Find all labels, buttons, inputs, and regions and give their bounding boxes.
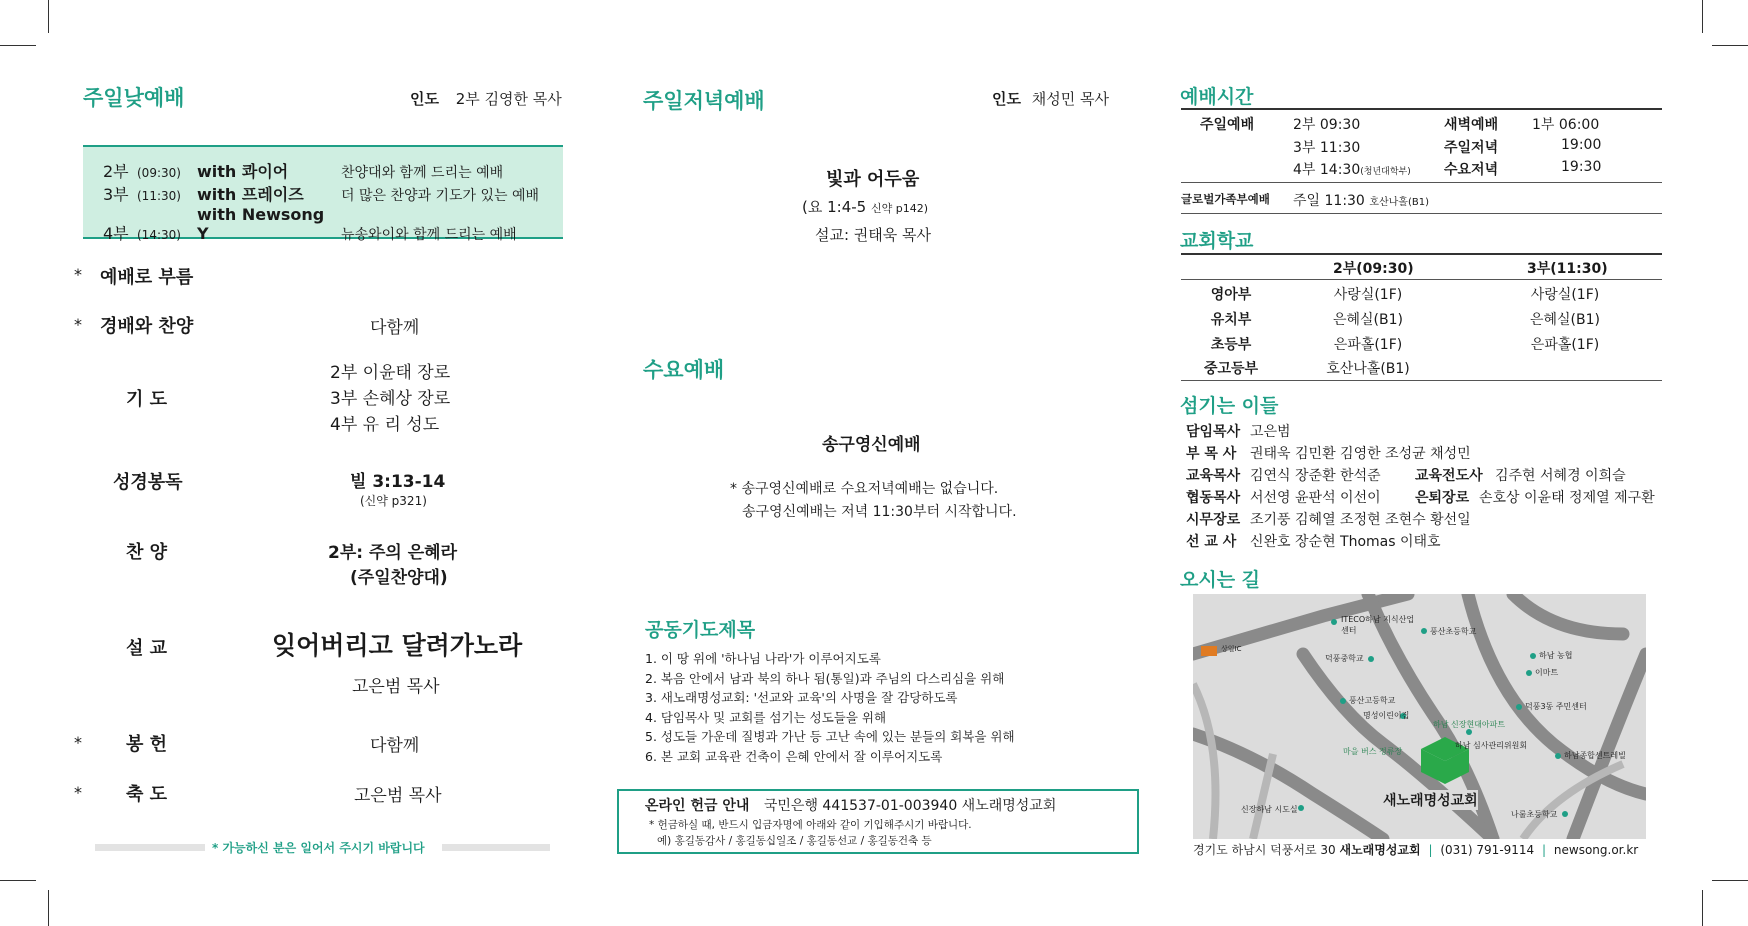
service-part: 3부: [103, 185, 129, 204]
map-label: 마을 버스 정류장: [1343, 747, 1403, 756]
evening-leader: [992, 88, 1109, 109]
crop-mark: [1702, 0, 1703, 33]
prayer-item: 3. 새노래명성교회: '선교와 교육'의 사명을 잘 감당하도록: [645, 690, 958, 705]
sunday-time: 3부 11:30: [1293, 140, 1361, 156]
sun-eve-label: 주일저녁: [1444, 140, 1499, 156]
footnote-bar: [95, 844, 205, 851]
leader-value: 2부 김영한 목사: [455, 90, 562, 108]
separator: |: [1428, 843, 1433, 857]
map-label: 이마트: [1535, 668, 1559, 677]
crop-mark: [0, 880, 36, 881]
staff-role: 은퇴장로: [1415, 490, 1470, 506]
sermon-preacher: 고은범 목사: [352, 677, 440, 697]
prayer-title: 공동기도제목: [645, 619, 756, 641]
evening-preacher: 설교: 권태욱 목사: [815, 226, 932, 244]
prayer-item: 2. 복음 안에서 남과 북의 하나 됨(통일)과 주님의 다스리심을 위해: [645, 670, 1005, 686]
service-row: [103, 159, 503, 182]
scripture-page: 신약 p142): [871, 202, 929, 215]
offering-box: [617, 789, 1139, 854]
staff-row: [1186, 487, 1655, 507]
service-with: with Newsong Y: [197, 205, 325, 243]
order-praise: 경배와 찬양: [100, 316, 194, 337]
map-label: 덕풍3동 주민센터: [1525, 702, 1587, 711]
wed-value: 19:30: [1561, 159, 1602, 175]
church-name: 새노래명성교회: [1339, 843, 1421, 857]
evening-title: 주일저녁예배: [643, 89, 765, 113]
staff-role: 교육목사: [1186, 468, 1241, 484]
prayer-line: 3부 손혜상 장로: [330, 389, 451, 409]
staff-role: 시무장로: [1186, 512, 1241, 528]
rule: [1181, 253, 1662, 255]
order-offering: 봉 헌: [126, 734, 168, 755]
staff-row: [1186, 443, 1471, 463]
map-church-label: 새노래명성교회: [1383, 790, 1478, 810]
wednesday-note: * 송구영신예배로 수요저녁예배는 없습니다.: [730, 481, 999, 497]
service-part: 4부: [103, 224, 129, 243]
school-room: 사랑실(1F): [1333, 287, 1403, 303]
footnote-bar: [442, 844, 550, 851]
staff-names: 손호상 이윤태 정제열 제구환: [1479, 490, 1655, 506]
order-blessing: 축 도: [126, 784, 168, 805]
school-dept: 초등부: [1210, 337, 1252, 353]
map-label: 신장하남 시도실: [1241, 805, 1298, 814]
map-label: 상일IC: [1221, 645, 1242, 653]
wed-label: 수요저녁: [1444, 162, 1499, 178]
dawn-value: 1부 06:00: [1532, 117, 1600, 133]
evening-sermon-title: 빛과 어두움: [826, 169, 920, 190]
global-label: 글로벌가족부예배: [1181, 192, 1270, 206]
school-header: 3부(11:30): [1527, 261, 1608, 277]
rule: [1181, 182, 1662, 183]
sun-eve-value: 19:00: [1561, 137, 1602, 153]
scripture-value: 빌 3:13-14: [350, 472, 446, 492]
location-map[interactable]: [1193, 594, 1646, 839]
school-header: 2부(09:30): [1333, 261, 1414, 277]
service-times-box: [83, 145, 563, 243]
map-label: 풍산초등학교: [1430, 627, 1477, 636]
address-line: [1193, 841, 1638, 858]
service-part: 2부: [103, 162, 129, 181]
leader-label: 인도: [992, 90, 1021, 108]
service-desc: 찬양대와 함께 드리는 예배: [341, 165, 504, 181]
offering-value: 다함께: [370, 736, 420, 756]
order-call: 예배로 부름: [100, 267, 194, 288]
stand-star: *: [74, 265, 82, 284]
map-label: ITECO하남 지식산업센터: [1341, 615, 1415, 635]
leader-label: 인도: [410, 90, 439, 108]
school-room: 사랑실(1F): [1530, 287, 1600, 303]
stand-star: *: [74, 315, 82, 334]
dawn-label: 새벽예배: [1444, 117, 1499, 133]
sunday-service-title: 주일낮예배: [83, 86, 185, 110]
school-room: 은파홀(1F): [1333, 337, 1403, 353]
staff-row: [1186, 421, 1291, 441]
map-label: 덕풍중학교: [1325, 654, 1364, 663]
hymn-value: 2부: 주의 은혜라: [328, 543, 457, 563]
scripture-ref: (요 1:4-5: [802, 198, 867, 216]
crop-mark: [0, 45, 36, 46]
sunday-leader: [410, 88, 562, 109]
staff-title: 섬기는 이들: [1180, 395, 1279, 417]
rule: [1181, 279, 1662, 280]
staff-row: [1186, 509, 1471, 529]
sunday-time-note: (청년대학부): [1360, 167, 1411, 177]
staff-row: [1186, 465, 1626, 485]
prayer-item: 6. 본 교회 교육관 건축이 은혜 안에서 잘 이루어지도록: [645, 748, 943, 764]
stand-star: *: [74, 733, 82, 752]
service-desc: 더 많은 찬양과 기도가 있는 예배: [341, 188, 540, 204]
sunday-time: [1293, 159, 1411, 179]
blessing-value: 고은범 목사: [354, 786, 442, 806]
school-dept: 유치부: [1210, 312, 1252, 328]
phone: (031) 791-9114: [1440, 843, 1535, 857]
offering-example: 예) 홍길동감사 / 홍길동십일조 / 홍길동선교 / 홍길동건축 등: [657, 835, 932, 847]
map-label: 하남 심사관리위원회: [1455, 741, 1528, 750]
school-room: 은혜실(B1): [1529, 312, 1600, 328]
staff-role: 교육전도사: [1415, 468, 1483, 484]
offering-label: 온라인 헌금 안내: [645, 798, 750, 814]
crop-mark: [1712, 880, 1748, 881]
map-label: 하남 농협: [1539, 651, 1573, 660]
school-dept: 중고등부: [1203, 361, 1259, 377]
crop-mark: [1712, 45, 1748, 46]
order-hymn: 찬 양: [126, 542, 168, 563]
map-label: 명성이린이집: [1363, 711, 1410, 720]
service-row: [103, 205, 517, 244]
staff-names: 조기풍 김혜열 조정현 조현수 황선일: [1250, 512, 1471, 528]
sermon-title: 잊어버리고 달려가노라: [272, 631, 523, 660]
scripture-page: (신약 p321): [360, 494, 427, 508]
service-time: (11:30): [137, 189, 181, 203]
school-room: 은파홀(1F): [1530, 337, 1600, 353]
global-place: 호산나홀(B1): [1369, 197, 1429, 208]
order-prayer: 기 도: [126, 389, 168, 410]
staff-names: 김연식 장준환 한석준: [1250, 468, 1381, 484]
footnote: * 가능하신 분은 일어서 주시기 바랍니다: [212, 841, 425, 855]
map-label: 나룰초등학교: [1511, 810, 1558, 819]
wednesday-note: 송구영신예배는 저녁 11:30부터 시작합니다.: [742, 504, 1017, 520]
rule: [1181, 108, 1662, 110]
hymn-sub: (주일찬양대): [350, 568, 448, 588]
order-sermon: 설 교: [126, 638, 168, 659]
global-time: 주일 11:30: [1293, 193, 1365, 209]
prayer-list: [645, 649, 1015, 766]
staff-names: 고은범: [1250, 424, 1291, 440]
website-link[interactable]: newsong.or.kr: [1553, 843, 1639, 857]
order-scripture: 성경봉독: [113, 472, 183, 493]
school-title: 교회학교: [1180, 230, 1254, 252]
sunday-time: 2부 09:30: [1293, 117, 1361, 133]
rule: [1181, 380, 1662, 381]
sunday-time-4: 4부 14:30: [1293, 162, 1361, 178]
staff-row: [1186, 531, 1441, 551]
service-time: (09:30): [137, 166, 181, 180]
wednesday-title: 수요예배: [643, 358, 725, 382]
crop-mark: [48, 890, 49, 926]
prayer-item: 1. 이 땅 위에 '하나님 나라'가 이루어지도록: [645, 651, 881, 666]
prayer-item: 4. 담임목사 및 교회를 섬기는 성도들을 위해: [645, 709, 887, 725]
school-room: 은혜실(B1): [1332, 312, 1403, 328]
service-with: with 콰이어: [197, 162, 289, 181]
staff-role: 부 목 사: [1186, 446, 1237, 462]
staff-names: 서선영 윤판석 이선이: [1250, 490, 1381, 506]
service-desc: 뉴송와이와 함께 드리는 예배: [341, 227, 517, 243]
separator: |: [1542, 843, 1547, 857]
stand-star: *: [74, 783, 82, 802]
praise-value: 다함께: [370, 318, 420, 338]
map-label: 하남종합센트레빌: [1564, 751, 1626, 760]
evening-scripture: [802, 196, 928, 217]
sunday-label: 주일예배: [1200, 117, 1255, 133]
staff-role: 협동목사: [1186, 490, 1241, 506]
offering-note: * 헌금하실 때, 반드시 입금자명에 아래와 같이 기입해주시기 바랍니다.: [649, 819, 972, 831]
prayer-line: 2부 이윤태 장로: [330, 363, 451, 383]
staff-names: 권태욱 김민환 김영한 조성균 채성민: [1250, 446, 1471, 462]
staff-names: 김주현 서혜경 이희슬: [1495, 468, 1626, 484]
school-dept: 영아부: [1210, 287, 1252, 303]
prayer-item: 5. 성도들 가운데 질병과 가난 등 고난 속에 있는 분들의 회복을 위해: [645, 729, 1015, 744]
offering-account: 국민은행 441537-01-003940 새노래명성교회: [763, 798, 1057, 814]
map-label: 풍산고등학교: [1349, 696, 1396, 705]
address: 경기도 하남시 덕풍서로 30: [1193, 843, 1336, 857]
times-title: 예배시간: [1180, 86, 1254, 108]
service-time: (14:30): [137, 228, 181, 242]
map-label: 하남 신장현대아파트: [1433, 720, 1506, 729]
rule: [1181, 213, 1662, 214]
service-with: with 프레이즈: [197, 185, 304, 204]
global-value: [1293, 190, 1429, 210]
staff-names: 신완호 장순현 Thomas 이태호: [1250, 534, 1441, 550]
service-row: [103, 182, 539, 205]
school-room: 호산나홀(B1): [1326, 361, 1410, 377]
staff-role: 담임목사: [1186, 424, 1241, 440]
leader-value: 채성민 목사: [1031, 90, 1109, 108]
offering-line: [645, 795, 1056, 815]
directions-title: 오시는 길: [1180, 569, 1261, 591]
crop-mark: [48, 0, 49, 33]
wednesday-event: 송구영신예배: [822, 435, 921, 455]
prayer-line: 4부 유 리 성도: [330, 415, 440, 435]
crop-mark: [1702, 890, 1703, 926]
staff-role: 선 교 사: [1186, 534, 1237, 550]
